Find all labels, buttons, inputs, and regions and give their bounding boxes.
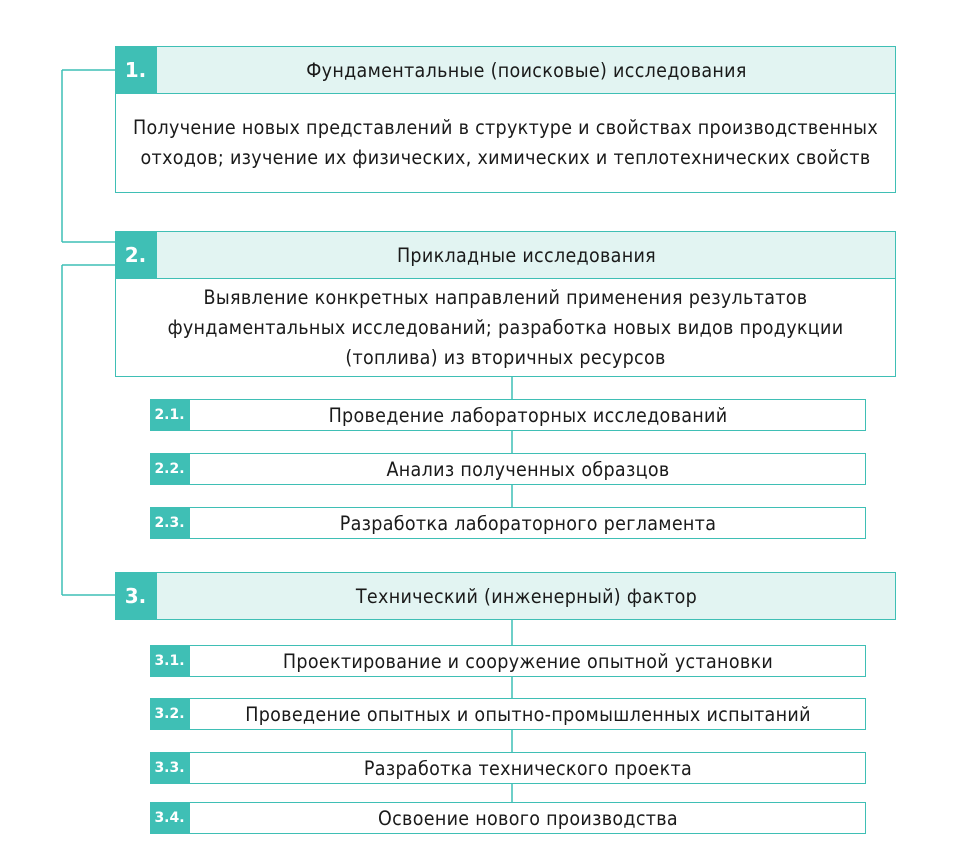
section-3-number: 3. [115,572,157,620]
step-2-1-title: Проведение лабораторных исследований [328,403,728,427]
section-3-header [115,572,896,620]
step-3-4 [150,802,866,834]
step-3-3-title: Разработка технического проекта [363,756,693,780]
section-1-number: 1. [115,46,157,94]
section-2-header [115,231,896,279]
step-3-1 [150,645,866,677]
section-2-number: 2. [115,231,157,279]
step-2-2-number: 2.2. [150,453,190,485]
step-3-2-title: Проведение опытных и опытно-промышленных испытаний [245,702,811,726]
step-3-4-number: 3.4. [150,802,190,834]
step-3-2 [150,698,866,730]
section-1-description: Получение новых представлений в структуре и свойствах производственных отходов; изучение их физических, химических и теплотехнических свойств [115,94,896,193]
step-3-4-title: Освоение нового производства [378,806,678,830]
section-2-description: Выявление конкретных направлений применения результатов фундаментальных исследований; разработка новых видов продукции (топлива) из вторичных ресурсов [115,279,896,377]
step-3-3 [150,752,866,784]
step-3-1-number: 3.1. [150,645,190,677]
step-3-2-number: 3.2. [150,698,190,730]
section-2-title: Прикладные исследования [396,243,657,267]
section-3-title: Технический (инженерный) фактор [355,584,698,608]
step-2-3 [150,507,866,539]
section-1-header [115,46,896,94]
step-2-2-title: Анализ полученных образцов [386,457,670,481]
step-3-1-title: Проектирование и сооружение опытной установки [282,649,774,673]
step-2-1 [150,399,866,431]
step-2-1-number: 2.1. [150,399,190,431]
step-2-2 [150,453,866,485]
step-2-3-number: 2.3. [150,507,190,539]
section-1-title: Фундаментальные (поисковые) исследования [306,58,747,82]
step-2-3-title: Разработка лабораторного регламента [339,511,717,535]
step-3-3-number: 3.3. [150,752,190,784]
